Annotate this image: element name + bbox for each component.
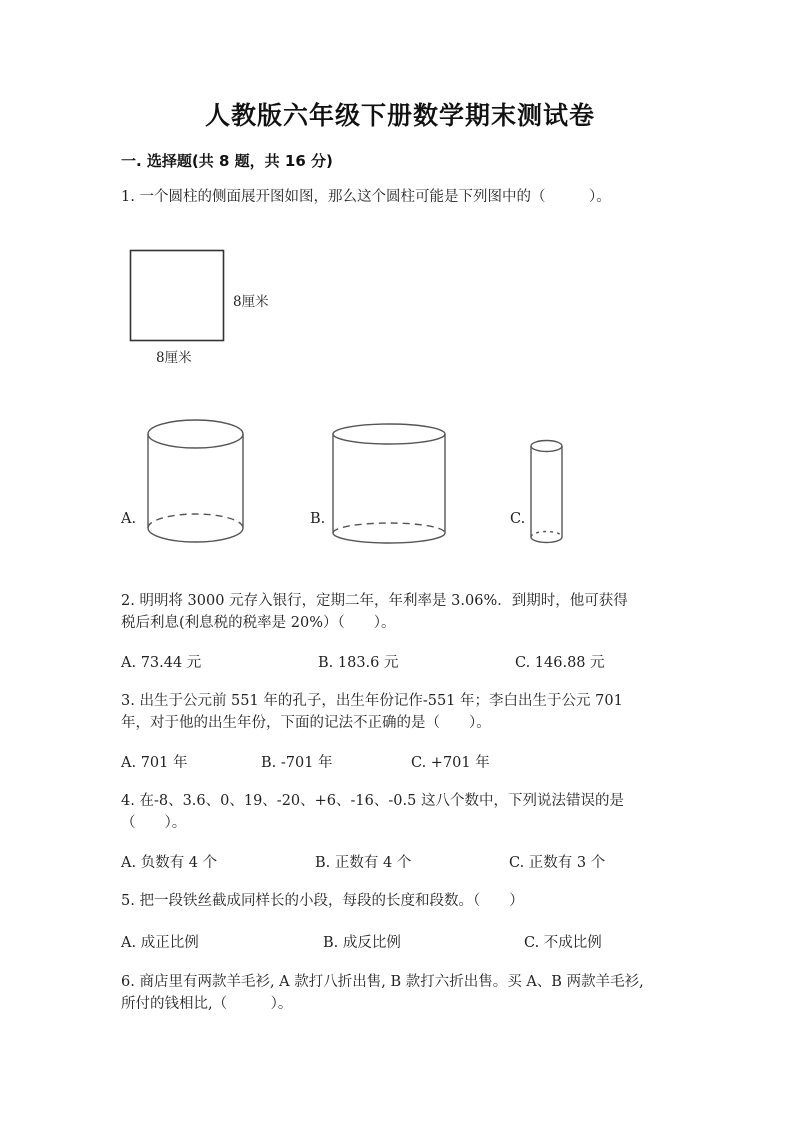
- question-2-option-b[interactable]: B. 183.6 元: [318, 655, 399, 671]
- square-net-figure: [131, 251, 224, 341]
- question-2-text-line-2: 税后利息(利息税的税率是 20%）（ ）。: [121, 615, 396, 631]
- cylinder-a-figure: [148, 420, 243, 542]
- question-6-text-line-2: 所付的钱相比,（ ）。: [121, 996, 293, 1012]
- question-2-option-a[interactable]: A. 73.44 元: [121, 655, 202, 671]
- question-1-option-c[interactable]: C.: [510, 511, 526, 527]
- question-4-option-c[interactable]: C. 正数有 3 个: [509, 855, 606, 871]
- cylinder-b-figure: [333, 424, 445, 543]
- question-4-option-b[interactable]: B. 正数有 4 个: [315, 855, 412, 871]
- question-4-text-line-1: 4. 在-8、3.6、0、19、-20、+6、-16、-0.5 这八个数中，下列说法错误的是: [121, 793, 624, 809]
- question-3-text-line-2: 年，对于他的出生年份，下面的记法不正确的是（ ）。: [121, 715, 491, 731]
- question-2-option-c[interactable]: C. 146.88 元: [515, 655, 605, 671]
- question-6-text-line-1: 6. 商店里有两款羊毛衫, A 款打八折出售, B 款打六折出售。买 A、B 两款羊毛衫,: [121, 974, 644, 990]
- question-4-text-line-2: （ ）。: [121, 815, 187, 831]
- question-1-option-b[interactable]: B.: [310, 511, 326, 527]
- question-3-text-line-1: 3. 出生于公元前 551 年的孔子，出生年份记作-551 年；李白出生于公元 701: [121, 693, 623, 709]
- question-5-text: 5. 把一段铁丝截成同样长的小段，每段的长度和段数。（ ）: [121, 893, 524, 909]
- question-3-option-b[interactable]: B. -701 年: [261, 755, 333, 771]
- page-title: 人教版六年级下册数学期末测试卷: [204, 101, 595, 130]
- question-5-option-a[interactable]: A. 成正比例: [121, 935, 199, 951]
- square-right-label: 8厘米: [233, 294, 269, 310]
- square-bottom-label: 8厘米: [156, 350, 192, 366]
- cylinder-c-figure: [531, 441, 562, 543]
- question-1-option-a[interactable]: A.: [121, 511, 137, 527]
- question-3-option-a[interactable]: A. 701 年: [121, 755, 188, 771]
- section-header: 一. 选择题(共 8 题，共 16 分): [121, 152, 333, 170]
- question-1-text: 1. 一个圆柱的侧面展开图如图，那么这个圆柱可能是下列图中的（ ）。: [121, 189, 611, 205]
- question-2-text-line-1: 2. 明明将 3000 元存入银行，定期二年，年利率是 3.06%．到期时，他可获得: [121, 593, 628, 609]
- question-4-option-a[interactable]: A. 负数有 4 个: [121, 855, 218, 871]
- question-5-option-c[interactable]: C. 不成比例: [524, 935, 602, 951]
- question-3-option-c[interactable]: C. +701 年: [411, 755, 490, 771]
- question-5-option-b[interactable]: B. 成反比例: [323, 935, 401, 951]
